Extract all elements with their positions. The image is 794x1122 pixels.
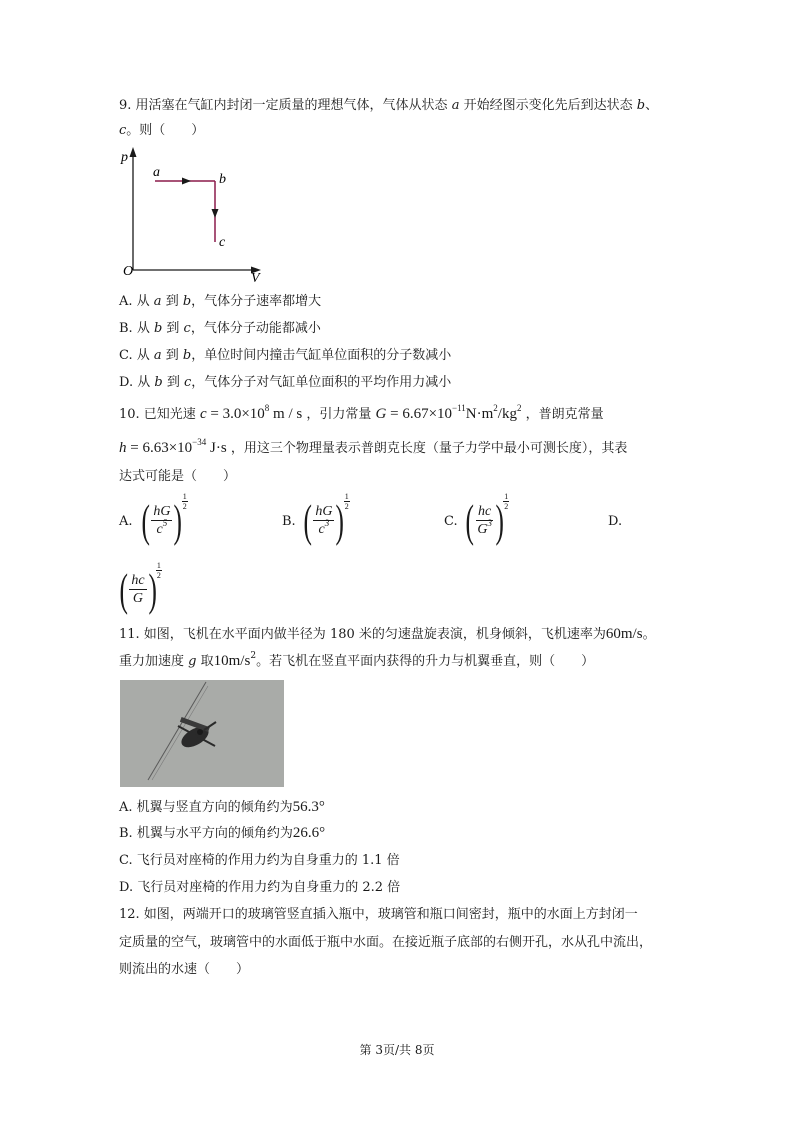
arrow-down-icon bbox=[212, 209, 219, 218]
den-base: c bbox=[156, 522, 163, 537]
opt-var: b bbox=[154, 375, 163, 390]
exp: 8 bbox=[264, 403, 270, 413]
opt-var: b bbox=[182, 294, 192, 309]
q11-text: 。 bbox=[642, 627, 656, 642]
numerator: hG bbox=[315, 504, 333, 519]
exp: 2 bbox=[516, 403, 522, 413]
q12-text: 定质量的空气，玻璃管中的水面低于瓶中水面。在接近瓶子底部的右侧开孔，水从孔中流出， bbox=[119, 935, 653, 950]
opt-var: a bbox=[153, 348, 162, 363]
q10-stem-line1 bbox=[119, 404, 604, 425]
q9-sep: 、 bbox=[645, 98, 659, 113]
unit: J·s bbox=[206, 440, 227, 456]
q10-option-b-label[interactable]: B. bbox=[282, 514, 296, 529]
q9-stem-line2 bbox=[119, 121, 204, 141]
opt-value: 26.6° bbox=[292, 825, 326, 841]
opt-var: a bbox=[153, 294, 162, 309]
denominator bbox=[475, 518, 494, 539]
opt-var: b bbox=[182, 348, 192, 363]
right-paren: ) bbox=[173, 495, 183, 546]
q10-option-c-formula[interactable] bbox=[462, 492, 509, 546]
opt-text: C. 从 bbox=[119, 348, 154, 363]
axis-p-label: p bbox=[121, 150, 128, 165]
opt-var: b bbox=[153, 321, 163, 336]
opt-text: ，气体分子对气缸单位面积的平均作用力减小 bbox=[191, 375, 452, 390]
fraction bbox=[151, 503, 172, 539]
q12-stem-line1 bbox=[119, 905, 638, 925]
exponent-half bbox=[503, 492, 509, 511]
half-num: 1 bbox=[344, 492, 349, 501]
den-base: G bbox=[132, 591, 143, 606]
q12-text: 12. 如图，两端开口的玻璃管竖直插入瓶中，玻璃管和瓶口间密封，瓶中的水面上方封闭一 bbox=[119, 907, 638, 922]
opt-text: 到 bbox=[162, 321, 184, 336]
right-paren: ) bbox=[495, 495, 504, 546]
speed-of-light-expr: $c = 3.0\times 10^8$ m / s bbox=[199, 403, 303, 422]
exp: 2 bbox=[493, 403, 498, 413]
state-c-label: c bbox=[219, 235, 226, 250]
half-num: 1 bbox=[156, 561, 161, 570]
q9-var-b: b bbox=[636, 98, 646, 113]
q10-text: 10. 已知光速 bbox=[119, 407, 196, 422]
page-footer: 第 3页/共 8页 bbox=[359, 1043, 435, 1057]
q10-option-b-formula[interactable] bbox=[300, 492, 350, 546]
q9-var-c: c bbox=[119, 123, 127, 138]
half-den: 2 bbox=[182, 502, 187, 511]
state-b-label: b bbox=[219, 172, 226, 187]
left-paren: ( bbox=[465, 495, 474, 546]
opt-text: D. 飞行员对座椅的作用力约为自身重力的 2.2 倍 bbox=[119, 880, 401, 895]
half-den: 2 bbox=[504, 502, 509, 511]
q10-stem-line2 bbox=[119, 438, 627, 459]
q9-text: 。则（ ） bbox=[126, 123, 205, 138]
helicopter-icon bbox=[120, 680, 284, 787]
state-a-label: a bbox=[153, 165, 160, 180]
airplane-photo bbox=[120, 680, 284, 787]
q10-option-d-formula[interactable] bbox=[116, 561, 162, 615]
opt-text: C. 飞行员对座椅的作用力约为自身重力的 1.1 倍 bbox=[119, 853, 400, 868]
q9-stem-line1 bbox=[119, 96, 658, 116]
q10-option-d-label[interactable]: D. bbox=[608, 514, 623, 529]
unit: N·m bbox=[465, 406, 494, 422]
denominator bbox=[131, 590, 145, 608]
q12-text: 则流出的水速（ ） bbox=[119, 962, 250, 977]
origin-label: O bbox=[123, 264, 134, 279]
den-exp: 5 bbox=[162, 518, 168, 528]
q10-stem-line3 bbox=[119, 467, 236, 487]
q10-option-a-formula[interactable] bbox=[138, 492, 188, 546]
gravity-const-expr: $G = 6.67\times 10^{-11}N\cdot m^2/kg^2$ bbox=[375, 403, 522, 422]
q10-text: ，引力常量 bbox=[306, 407, 372, 422]
den-exp: 3 bbox=[487, 518, 492, 528]
q9-option-d[interactable] bbox=[119, 373, 451, 393]
q11-text: 。若飞机在竖直平面内获得的升力与机翼垂直，则（ ） bbox=[256, 654, 595, 669]
opt-text: 到 bbox=[162, 375, 184, 390]
opt-text: A. 机翼与竖直方向的倾角约为 bbox=[119, 800, 293, 815]
q9-text: 9. 用活塞在气缸内封闭一定质量的理想气体，气体从状态 bbox=[119, 98, 448, 113]
planck-const-expr: $h = 6.63\times 10^{-34}$ J·s bbox=[119, 437, 227, 456]
var-g: g bbox=[188, 654, 197, 669]
q10-text: 达式可能是（ ） bbox=[119, 469, 237, 484]
q11-stem-line1 bbox=[119, 624, 656, 645]
q11-option-c[interactable] bbox=[119, 851, 400, 871]
q11-option-a[interactable] bbox=[119, 797, 325, 818]
opt-text: ，单位时间内撞击气缸单位面积的分子数减小 bbox=[191, 348, 452, 363]
q11-option-d[interactable] bbox=[119, 878, 400, 898]
opt-text: B. 机翼与水平方向的倾角约为 bbox=[119, 826, 293, 841]
q9-option-a[interactable] bbox=[119, 292, 321, 312]
pv-diagram bbox=[115, 145, 275, 285]
axis-v-label: V bbox=[251, 271, 260, 285]
q9-var-a: a bbox=[451, 98, 460, 113]
fraction bbox=[313, 503, 334, 539]
q11-text: 取 bbox=[200, 654, 214, 669]
unit: m / s bbox=[269, 406, 303, 422]
q9-text: 开始经图示变化先后到达状态 bbox=[463, 98, 633, 113]
den-exp: 3 bbox=[324, 518, 330, 528]
left-paren: ( bbox=[141, 495, 150, 546]
numerator: hc bbox=[131, 573, 145, 588]
half-den: 2 bbox=[344, 502, 349, 511]
numerator: hG bbox=[153, 504, 171, 519]
q9-option-b[interactable] bbox=[119, 319, 321, 339]
fraction bbox=[475, 503, 494, 539]
q11-text: 11. 如图，飞机在水平面内做半径为 180 米的匀速盘旋表演，机身倾斜，飞机速率为 bbox=[119, 627, 606, 642]
unit: /kg bbox=[497, 406, 517, 422]
opt-text: ，气体分子速率都增大 bbox=[191, 294, 322, 309]
opt-text: ，气体分子动能都减小 bbox=[190, 321, 321, 336]
opt-var: c bbox=[183, 321, 191, 336]
exp: −11 bbox=[452, 403, 466, 413]
half-num: 1 bbox=[182, 492, 187, 501]
q12-stem-line3 bbox=[119, 960, 249, 980]
q10-option-a-label[interactable]: A. bbox=[119, 514, 133, 529]
q11-text: 重力加速度 bbox=[119, 654, 185, 669]
opt-value: 56.3° bbox=[292, 799, 325, 815]
opt-text: A. 从 bbox=[119, 294, 154, 309]
q10-text: ，普朗克常量 bbox=[525, 407, 604, 422]
right-paren: ) bbox=[335, 495, 345, 546]
g-exp: 2 bbox=[250, 651, 257, 661]
q10-option-c-label[interactable]: C. bbox=[444, 514, 458, 529]
den-base: c bbox=[318, 522, 325, 537]
fraction bbox=[129, 572, 146, 608]
den-base: G bbox=[477, 522, 488, 537]
exponent-half bbox=[182, 492, 188, 511]
q11-option-b[interactable] bbox=[119, 823, 325, 844]
numerator: hc bbox=[478, 504, 492, 519]
exp: −34 bbox=[192, 437, 207, 447]
q11-stem-line2 bbox=[119, 651, 594, 672]
half-num: 1 bbox=[504, 492, 509, 501]
half-den: 2 bbox=[156, 571, 161, 580]
exponent-half bbox=[344, 492, 350, 511]
arrow-right-icon bbox=[182, 178, 191, 185]
denominator bbox=[155, 518, 170, 539]
left-paren: ( bbox=[303, 495, 312, 546]
opt-text: B. 从 bbox=[119, 321, 154, 336]
opt-text: D. 从 bbox=[119, 375, 155, 390]
opt-text: 到 bbox=[161, 294, 183, 309]
denominator bbox=[317, 518, 332, 539]
q10-text: ，用这三个物理量表示普朗克长度（量子力学中最小可测长度），其表 bbox=[230, 441, 628, 456]
opt-text: 到 bbox=[161, 348, 183, 363]
opt-var: c bbox=[183, 375, 192, 390]
speed-value: 60m/s bbox=[605, 626, 643, 642]
g-value: 10m/s bbox=[213, 653, 251, 669]
right-paren: ) bbox=[147, 564, 157, 615]
q12-stem-line2 bbox=[119, 933, 652, 953]
left-paren: ( bbox=[119, 564, 128, 615]
q9-option-c[interactable] bbox=[119, 346, 451, 366]
